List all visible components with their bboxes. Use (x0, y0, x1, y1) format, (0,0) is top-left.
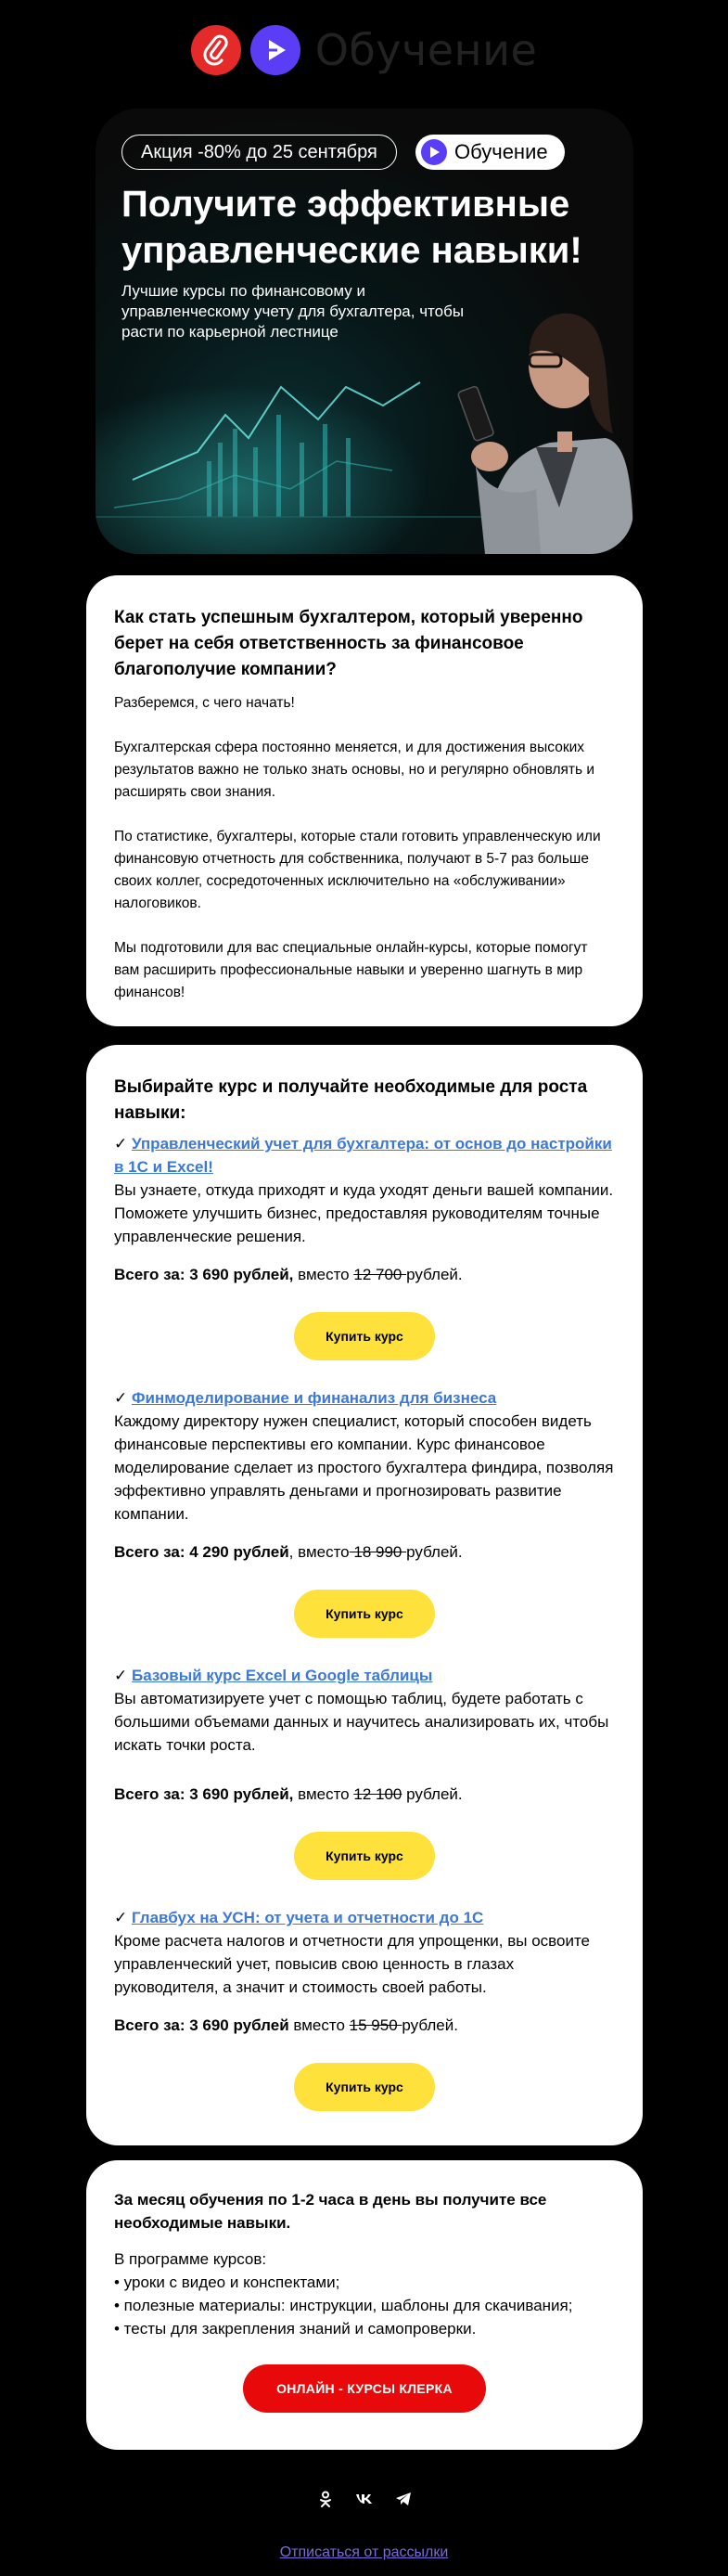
check-icon: ✓ (114, 1667, 128, 1684)
brand-badge (415, 135, 565, 170)
unsubscribe-link[interactable]: Отписаться от рассылки (279, 2544, 449, 2560)
price-instead: вместо (298, 1543, 350, 1561)
price-current: Всего за: 3 690 рублей, (114, 1785, 294, 1803)
course-link[interactable]: Финмоделирование и финанализ для бизнеса (131, 1389, 497, 1407)
play-icon (250, 25, 300, 75)
program-list (114, 2248, 615, 2340)
price-currency: рублей. (402, 2016, 458, 2034)
course-description: Каждому директору нужен специалист, который способен видеть финансовые перспективы его компании. Курс финансовое моделирование сделает из простого бухгалтера финдира, позволяя эффективно управлять деньгами и прогнозировать развитие компании. (114, 1412, 614, 1523)
price-current: Всего за: 3 690 рублей, (114, 1266, 294, 1283)
program-heading: За месяц обучения по 1-2 часа в день вы получите все необходимые навыки. (114, 2191, 547, 2232)
woman-with-phone-illustration (448, 266, 633, 554)
intro-paragraph: Бухгалтерская сфера постоянно меняется, и для достижения высоких результатов важно не только знать основы, но и регулярно обновлять и расширять свои знания. (114, 740, 595, 800)
brand-title: Обучение (314, 25, 538, 75)
intro-paragraph: По статистике, бухгалтеры, которые стали готовить управленческую или финансовую отчетность для собственника, получают в 5-7 раз больше своих коллег, сосредоточенных исключительно на «обслуживании» налоговиков. (114, 829, 601, 911)
course-link[interactable]: Главбух на УСН: от учета и отчетности до 1С (131, 1909, 484, 1926)
course-item (114, 1664, 615, 1880)
price-old: 12 700 (353, 1266, 407, 1283)
odnoklassniki-icon[interactable] (315, 2489, 336, 2509)
price-currency: рублей. (406, 1266, 463, 1283)
social-links (0, 2489, 728, 2509)
buy-course-button[interactable]: Купить курс (294, 1832, 435, 1880)
paperclip-icon (191, 25, 241, 75)
check-icon: ✓ (114, 1389, 128, 1407)
price-instead: вместо (293, 2016, 345, 2034)
promo-badge: Акция -80% до 25 сентября (121, 135, 397, 170)
program-bullet: • тесты для закрепления знаний и самопроверки. (114, 2320, 477, 2338)
price-currency: рублей. (406, 1543, 463, 1561)
intro-paragraph: Разберемся, с чего начать! (114, 695, 295, 711)
check-icon: ✓ (114, 1909, 128, 1926)
buy-course-button[interactable]: Купить курс (294, 2063, 435, 2111)
program-bullet: • уроки с видео и конспектами; (114, 2273, 340, 2291)
hero-subtitle: Лучшие курсы по финансовому и управленческому учету для бухгалтера, чтобы расти по карьерной лестнице (121, 282, 465, 341)
unsubscribe-footer (0, 2544, 728, 2561)
program-bullet: • полезные материалы: инструкции, шаблоны для скачивания; (114, 2297, 573, 2314)
price-old: 12 100 (353, 1785, 402, 1803)
price-current: Всего за: 3 690 рублей (114, 2016, 289, 2034)
courses-card (86, 1045, 643, 2145)
buy-course-button[interactable]: Купить курс (294, 1590, 435, 1638)
price-instead: вместо (298, 1266, 350, 1283)
intro-heading: Как стать успешным бухгалтером, который уверенно берет на себя ответственность за финансовое благополучие компании? (114, 608, 583, 679)
intro-paragraph: Мы подготовили для вас специальные онлайн-курсы, которые помогут вам расширить профессиональные навыки и уверенно шагнуть в мир финансов! (114, 940, 588, 1000)
course-item (114, 1906, 615, 2111)
course-link[interactable]: Управленческий учет для бухгалтера: от основ до настройки в 1С и Excel! (114, 1135, 612, 1176)
play-icon (421, 139, 447, 165)
program-card (86, 2160, 643, 2450)
online-courses-button[interactable]: ОНЛАЙН - КУРСЫ КЛЕРКА (243, 2364, 486, 2413)
course-price: Всего за: 4 290 рублей, вместо 18 990 рублей. (114, 1543, 463, 1561)
course-description: Вы автоматизируете учет с помощью таблиц, будете работать с большими объемами данных и научитесь анализировать их, чтобы искать точки роста. (114, 1690, 609, 1754)
price-instead: вместо (298, 1785, 350, 1803)
buy-course-button[interactable]: Купить курс (294, 1312, 435, 1360)
hero-banner[interactable] (96, 109, 633, 554)
course-link[interactable]: Базовый курс Excel и Google таблицы (131, 1667, 433, 1684)
courses-heading: Выбирайте курс и получайте необходимые для роста навыки: (114, 1077, 588, 1123)
brand-badge-label: Обучение (454, 140, 548, 163)
price-old: 18 990 (349, 1543, 407, 1561)
course-description: Вы узнаете, откуда приходят и куда уходят деньги вашей компании. Поможете улучшить бизнес, предоставляя руководителям точные управленческие решения. (114, 1181, 614, 1245)
course-item (114, 1132, 615, 1360)
course-price (114, 2014, 615, 2037)
check-icon: ✓ (114, 1135, 128, 1153)
course-price (114, 1783, 615, 1806)
course-item (114, 1386, 615, 1638)
price-current: Всего за: 4 290 рублей (114, 1543, 289, 1561)
program-intro: В программе курсов: (114, 2250, 267, 2268)
price-old: 15 950 (349, 2016, 402, 2034)
email-header (0, 24, 728, 76)
intro-card (86, 575, 643, 1026)
telegram-icon[interactable] (393, 2489, 414, 2509)
vk-icon[interactable] (354, 2489, 375, 2509)
course-description: Кроме расчета налогов и отчетности для упрощенки, вы освоите управленческий учет, повысив свою ценность в глазах руководителя, а значит и стоимость своей работы. (114, 1932, 590, 1996)
hero-title: Получите эффективные управленческие навыки! (121, 184, 582, 271)
course-price (114, 1263, 615, 1286)
price-currency: рублей. (406, 1785, 463, 1803)
